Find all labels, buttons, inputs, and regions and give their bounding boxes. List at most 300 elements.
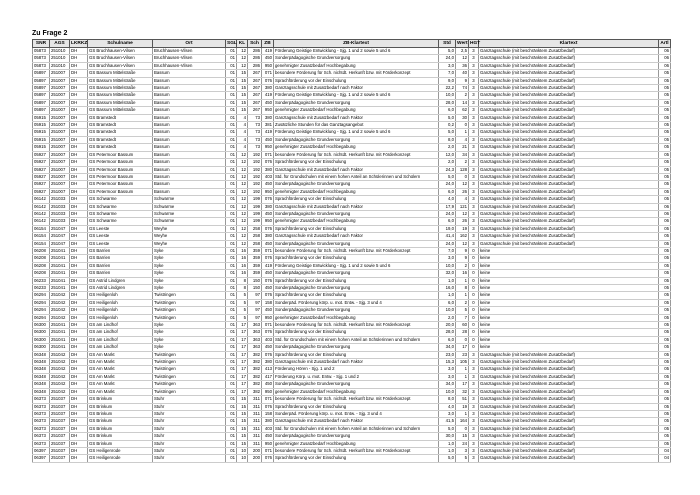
cell-lkrkz: DH xyxy=(70,299,88,306)
cell-ags: 251037 xyxy=(50,418,70,425)
cell-kl: 15 xyxy=(237,99,248,106)
cell-zb-klartext: Sonderpädagogische Grundversorgung xyxy=(274,285,439,292)
cell-std: 3,0 xyxy=(439,62,456,69)
cell-schulname: GS Heiligenloh xyxy=(88,292,153,299)
cell-artl: 06 xyxy=(659,62,671,69)
cell-sch: 359 xyxy=(248,270,262,277)
cell-hgt: 3 xyxy=(469,366,479,373)
cell-artl: 05 xyxy=(659,418,671,425)
cell-snr: 06294 xyxy=(33,299,50,306)
cell-artl: 05 xyxy=(659,151,671,158)
cell-artl: 05 xyxy=(659,396,671,403)
cell-zb: 076 xyxy=(262,351,274,358)
cell-std: 6,0 xyxy=(439,218,456,225)
cell-ags: 251007 xyxy=(50,129,70,136)
cell-kl: 17 xyxy=(237,381,248,388)
cell-sgl: 01 xyxy=(226,48,237,55)
cell-sgl: 01 xyxy=(226,299,237,306)
cell-lkrkz: DH xyxy=(70,440,88,447)
table-row xyxy=(33,359,671,366)
cell-klartext: keine xyxy=(479,270,659,277)
cell-zb: 380 xyxy=(262,359,274,366)
cell-kl: 15 xyxy=(237,85,248,92)
table-row xyxy=(33,455,671,462)
cell-hgt: 0 xyxy=(469,329,479,336)
cell-hgt: 3 xyxy=(469,144,479,151)
cell-schulname: GS Bruchhausen-Vilsen xyxy=(88,55,153,62)
cell-schulname: GS Schwarme xyxy=(88,196,153,203)
cell-zb-klartext: besondere Förderung für Sch. nichtdt. Herkunft bzw. mit Förderkonzept xyxy=(274,447,439,454)
cell-artl: 05 xyxy=(659,410,671,417)
table-row xyxy=(33,447,671,454)
cell-ags: 251010 xyxy=(50,62,70,69)
cell-hgt: 3 xyxy=(469,173,479,180)
cell-snr: 05915 xyxy=(33,144,50,151)
cell-sgl: 01 xyxy=(226,99,237,106)
cell-artl: 05 xyxy=(659,292,671,299)
cell-ort: Weyhe xyxy=(153,225,226,232)
cell-artl: 05 xyxy=(659,144,671,151)
cell-ort: Bassum xyxy=(153,129,226,136)
cell-artl: 05 xyxy=(659,373,671,380)
cell-std: 6,0 xyxy=(439,107,456,114)
cell-sch: 73 xyxy=(248,136,262,143)
cell-sgl: 01 xyxy=(226,262,237,269)
cell-hgt: 3 xyxy=(469,240,479,247)
cell-std: 12,0 xyxy=(439,151,456,158)
cell-kl: 12 xyxy=(237,233,248,240)
cell-klartext: Ganztagsschule (mit beschränktem Zusatzbedarf) xyxy=(479,440,659,447)
data-table xyxy=(32,39,671,463)
col-header-schulname: Schulname xyxy=(88,40,153,48)
cell-hgt: 3 xyxy=(469,151,479,158)
cell-zb: 076 xyxy=(262,77,274,84)
cell-klartext: keine xyxy=(479,255,659,262)
cell-sgl: 01 xyxy=(226,114,237,121)
cell-artl: 05 xyxy=(659,381,671,388)
cell-sch: 97 xyxy=(248,307,262,314)
cell-ort: Bassum xyxy=(153,107,226,114)
cell-ags: 251007 xyxy=(50,136,70,143)
cell-std: 2,0 xyxy=(439,159,456,166)
cell-wert: 23 xyxy=(456,351,469,358)
cell-schulname: GS Schwarme xyxy=(88,203,153,210)
cell-kl: 12 xyxy=(237,151,248,158)
cell-sch: 359 xyxy=(248,262,262,269)
cell-sgl: 01 xyxy=(226,366,237,373)
table-row xyxy=(33,85,671,92)
cell-wert: 2,5 xyxy=(456,48,469,55)
cell-hgt: 3 xyxy=(469,447,479,454)
cell-klartext: keine xyxy=(479,344,659,351)
cell-lkrkz: DH xyxy=(70,381,88,388)
cell-sgl: 01 xyxy=(226,188,237,195)
cell-wert: 30 xyxy=(456,114,469,121)
cell-klartext: Ganztagsschule (mit beschränktem Zusatzbedarf) xyxy=(479,425,659,432)
cell-ort: Twistringen xyxy=(153,388,226,395)
cell-sch: 382 xyxy=(248,359,262,366)
cell-klartext: Ganztagsschule (mit beschränktem Zusatzbedarf) xyxy=(479,388,659,395)
cell-ags: 251047 xyxy=(50,233,70,240)
cell-sch: 199 xyxy=(248,210,262,217)
cell-schulname: GS Astrid Lindgren xyxy=(88,277,153,284)
cell-artl: 05 xyxy=(659,107,671,114)
cell-sgl: 01 xyxy=(226,344,237,351)
cell-ags: 251042 xyxy=(50,359,70,366)
cell-wert: 60 xyxy=(456,322,469,329)
table-row xyxy=(33,159,671,166)
cell-ort: Stuhr xyxy=(153,410,226,417)
cell-artl: 05 xyxy=(659,440,671,447)
cell-schulname: GS Barrien xyxy=(88,262,153,269)
cell-ort: Bassum xyxy=(153,151,226,158)
cell-wert: 7 xyxy=(456,314,469,321)
cell-sgl: 01 xyxy=(226,322,237,329)
cell-ort: Bassum xyxy=(153,144,226,151)
table-row xyxy=(33,440,671,447)
cell-hgt: 0 xyxy=(469,255,479,262)
cell-ags: 251041 xyxy=(50,255,70,262)
cell-zb: 950 xyxy=(262,62,274,69)
cell-schulname: GS Petermoor Bassum xyxy=(88,173,153,180)
cell-std: 2,0 xyxy=(439,144,456,151)
cell-ort: Bruchhausen-Vilsen xyxy=(153,55,226,62)
cell-wert: 2 xyxy=(456,262,469,269)
table-row xyxy=(33,425,671,432)
cell-lkrkz: DH xyxy=(70,136,88,143)
cell-kl: 16 xyxy=(237,270,248,277)
cell-klartext: Ganztagsschule (mit beschränktem Zusatzbedarf) xyxy=(479,55,659,62)
table-row xyxy=(33,403,671,410)
cell-artl: 04 xyxy=(659,455,671,462)
cell-klartext: Ganztagsschule (mit beschränktem Zusatzbedarf) xyxy=(479,62,659,69)
cell-std: 24,0 xyxy=(439,240,456,247)
cell-sch: 286 xyxy=(248,48,262,55)
cell-klartext: Ganztagsschule (mit beschränktem Zusatzbedarf) xyxy=(479,92,659,99)
table-row xyxy=(33,77,671,84)
cell-schulname: GS Heiligenrode xyxy=(88,447,153,454)
cell-sch: 267 xyxy=(248,99,262,106)
cell-lkrkz: DH xyxy=(70,373,88,380)
cell-zb-klartext: Sonderpädagogische Grundversorgung xyxy=(274,99,439,106)
cell-ags: 251037 xyxy=(50,403,70,410)
cell-hgt: 3 xyxy=(469,114,479,121)
cell-zb: 450 xyxy=(262,99,274,106)
cell-schulname: GS Leeste xyxy=(88,240,153,247)
cell-lkrkz: DH xyxy=(70,210,88,217)
cell-wert: 1 xyxy=(456,292,469,299)
table-row xyxy=(33,270,671,277)
cell-zb: 413 xyxy=(262,366,274,373)
cell-sch: 73 xyxy=(248,144,262,151)
cell-sch: 363 xyxy=(248,329,262,336)
cell-lkrkz: DH xyxy=(70,433,88,440)
cell-lkrkz: DH xyxy=(70,336,88,343)
cell-snr: 06373 xyxy=(33,433,50,440)
cell-zb: 450 xyxy=(262,181,274,188)
cell-lkrkz: DH xyxy=(70,166,88,173)
cell-ags: 251042 xyxy=(50,351,70,358)
cell-zb: 450 xyxy=(262,307,274,314)
cell-wert: 12 xyxy=(456,210,469,217)
cell-sgl: 01 xyxy=(226,92,237,99)
cell-sgl: 01 xyxy=(226,233,237,240)
cell-snr: 06373 xyxy=(33,425,50,432)
cell-zb-klartext: Sprachförderung vor der Einschulung xyxy=(274,225,439,232)
cell-snr: 05897 xyxy=(33,107,50,114)
cell-kl: 15 xyxy=(237,70,248,77)
cell-sgl: 01 xyxy=(226,144,237,151)
cell-zb-klartext: Sonderpädagogische Grundversorgung xyxy=(274,270,439,277)
cell-ort: Stuhr xyxy=(153,440,226,447)
cell-sgl: 01 xyxy=(226,210,237,217)
cell-hgt: 0 xyxy=(469,285,479,292)
cell-sgl: 01 xyxy=(226,151,237,158)
cell-ort: Bruchhausen-Vilsen xyxy=(153,62,226,69)
cell-std: 1,0 xyxy=(439,447,456,454)
cell-snr: 05915 xyxy=(33,122,50,129)
cell-std: 7,0 xyxy=(439,70,456,77)
cell-hgt: 3 xyxy=(469,181,479,188)
cell-std: 10,0 xyxy=(439,92,456,99)
cell-kl: 12 xyxy=(237,240,248,247)
cell-snr: 06348 xyxy=(33,381,50,388)
cell-wert: 3 xyxy=(456,447,469,454)
cell-ort: Syke xyxy=(153,255,226,262)
cell-snr: 06233 xyxy=(33,277,50,284)
cell-zb: 076 xyxy=(262,455,274,462)
cell-zb-klartext: besondere Förderung für Sch. nichtdt. Herkunft bzw. mit Förderkonzept xyxy=(274,322,439,329)
cell-std: 10,0 xyxy=(439,262,456,269)
cell-zb: 950 xyxy=(262,218,274,225)
cell-artl: 06 xyxy=(659,203,671,210)
cell-sch: 73 xyxy=(248,122,262,129)
cell-wert: 0 xyxy=(456,122,469,129)
cell-sgl: 01 xyxy=(226,410,237,417)
cell-wert: 12 xyxy=(456,240,469,247)
cell-ags: 251042 xyxy=(50,307,70,314)
cell-snr: 06348 xyxy=(33,359,50,366)
cell-sgl: 01 xyxy=(226,403,237,410)
cell-zb-klartext: Ganztagsschule mit Zusatzbedarf nach Faktor xyxy=(274,359,439,366)
cell-kl: 5 xyxy=(237,299,248,306)
table-row xyxy=(33,55,671,62)
cell-kl: 15 xyxy=(237,77,248,84)
cell-zb: 450 xyxy=(262,344,274,351)
cell-zb-klartext: Std. für Grundschulen mit einem hohen Anteil an Schülerinnen und Schülern xyxy=(274,425,439,432)
cell-ort: Syke xyxy=(153,247,226,254)
cell-kl: 16 xyxy=(237,247,248,254)
cell-sch: 267 xyxy=(248,77,262,84)
cell-lkrkz: DH xyxy=(70,188,88,195)
cell-snr: 06142 xyxy=(33,196,50,203)
cell-sgl: 01 xyxy=(226,107,237,114)
cell-lkrkz: DH xyxy=(70,344,88,351)
cell-zb: 950 xyxy=(262,440,274,447)
cell-wert: 4 xyxy=(456,136,469,143)
cell-kl: 12 xyxy=(237,225,248,232)
cell-kl: 16 xyxy=(237,262,248,269)
cell-schulname: GS Bruchhausen-Vilsen xyxy=(88,48,153,55)
cell-ort: Syke xyxy=(153,277,226,284)
cell-sch: 267 xyxy=(248,85,262,92)
cell-zb: 076 xyxy=(262,196,274,203)
cell-klartext: Ganztagsschule (mit beschränktem Zusatzbedarf) xyxy=(479,188,659,195)
cell-snr: 05897 xyxy=(33,70,50,77)
cell-std: 1,0 xyxy=(439,440,456,447)
cell-sch: 311 xyxy=(248,418,262,425)
cell-kl: 5 xyxy=(237,314,248,321)
cell-zb: 071 xyxy=(262,322,274,329)
cell-wert: 5 xyxy=(456,455,469,462)
cell-artl: 05 xyxy=(659,247,671,254)
cell-ags: 251047 xyxy=(50,240,70,247)
cell-klartext: keine xyxy=(479,285,659,292)
cell-artl: 04 xyxy=(659,447,671,454)
cell-schulname: GS Petermoor Bassum xyxy=(88,188,153,195)
cell-schulname: GS Bramstedt xyxy=(88,144,153,151)
cell-kl: 12 xyxy=(237,188,248,195)
cell-klartext: keine xyxy=(479,336,659,343)
table-row xyxy=(33,277,671,284)
cell-kl: 12 xyxy=(237,166,248,173)
cell-lkrkz: DH xyxy=(70,203,88,210)
cell-sgl: 01 xyxy=(226,440,237,447)
cell-schulname: GS am Lindhof xyxy=(88,336,153,343)
cell-artl: 05 xyxy=(659,314,671,321)
cell-zb-klartext: Ganztagsschule mit Zusatzbedarf nach Faktor xyxy=(274,114,439,121)
cell-wert: 1 xyxy=(456,373,469,380)
table-row xyxy=(33,151,671,158)
cell-zb-klartext: Sprachförderung vor der Einschulung xyxy=(274,277,439,284)
cell-lkrkz: DH xyxy=(70,151,88,158)
cell-zb: 158 xyxy=(262,410,274,417)
cell-schulname: GS Astrid Lindgren xyxy=(88,285,153,292)
table-row xyxy=(33,188,671,195)
table-row xyxy=(33,173,671,180)
cell-ort: Schwarme xyxy=(153,203,226,210)
cell-artl: 05 xyxy=(659,344,671,351)
cell-sgl: 01 xyxy=(226,166,237,173)
cell-klartext: Ganztagsschule (mit beschränktem Zusatzbedarf) xyxy=(479,203,659,210)
cell-klartext: keine xyxy=(479,299,659,306)
cell-zb: 450 xyxy=(262,210,274,217)
cell-zb-klartext: genehmigter Zusatzbedarf Hochbegabung xyxy=(274,218,439,225)
cell-lkrkz: DH xyxy=(70,307,88,314)
cell-zb-klartext: genehmigter Zusatzbedarf Hochbegabung xyxy=(274,188,439,195)
cell-ags: 251041 xyxy=(50,247,70,254)
cell-artl: 05 xyxy=(659,181,671,188)
col-header-sch: Sch xyxy=(248,40,262,48)
cell-kl: 4 xyxy=(237,122,248,129)
cell-schulname: GS Heiligenrode xyxy=(88,455,153,462)
cell-artl: 06 xyxy=(659,210,671,217)
cell-zb-klartext: Sprachförderung vor der Einschulung xyxy=(274,255,439,262)
cell-sgl: 01 xyxy=(226,247,237,254)
table-row xyxy=(33,210,671,217)
cell-zb: 950 xyxy=(262,188,274,195)
cell-sgl: 01 xyxy=(226,307,237,314)
cell-zb: 380 xyxy=(262,203,274,210)
cell-ags: 251042 xyxy=(50,388,70,395)
cell-std: 5,0 xyxy=(439,48,456,55)
cell-lkrkz: DH xyxy=(70,247,88,254)
cell-zb-klartext: Sonderpädagogische Grundversorgung xyxy=(274,381,439,388)
cell-schulname: GS Heiligenloh xyxy=(88,307,153,314)
cell-wert: 1 xyxy=(456,366,469,373)
cell-klartext: Ganztagsschule (mit beschränktem Zusatzbedarf) xyxy=(479,381,659,388)
cell-snr: 05897 xyxy=(33,92,50,99)
col-header-klartext: Klartext xyxy=(479,40,659,48)
cell-ort: Bassum xyxy=(153,70,226,77)
cell-ags: 251007 xyxy=(50,122,70,129)
cell-ort: Schwarme xyxy=(153,196,226,203)
cell-schulname: GS Schwarme xyxy=(88,210,153,217)
cell-wert: 62 xyxy=(456,107,469,114)
cell-ags: 251007 xyxy=(50,159,70,166)
cell-zb: 380 xyxy=(262,418,274,425)
cell-snr: 05897 xyxy=(33,77,50,84)
cell-kl: 4 xyxy=(237,129,248,136)
cell-klartext: Ganztagsschule (mit beschränktem Zusatzbedarf) xyxy=(479,144,659,151)
cell-ort: Bassum xyxy=(153,159,226,166)
cell-wert: 9 xyxy=(456,255,469,262)
cell-hgt: 3 xyxy=(469,351,479,358)
cell-kl: 15 xyxy=(237,107,248,114)
cell-schulname: GS Barrien xyxy=(88,255,153,262)
cell-ags: 251033 xyxy=(50,218,70,225)
cell-sgl: 01 xyxy=(226,136,237,143)
cell-ort: Twistringen xyxy=(153,373,226,380)
cell-ags: 251007 xyxy=(50,107,70,114)
table-row xyxy=(33,107,671,114)
cell-std: 5,0 xyxy=(439,425,456,432)
cell-klartext: Ganztagsschule (mit beschränktem Zusatzbedarf) xyxy=(479,159,659,166)
cell-hgt: 3 xyxy=(469,99,479,106)
cell-ags: 251007 xyxy=(50,92,70,99)
cell-schulname: GS am Lindhof xyxy=(88,329,153,336)
cell-lkrkz: DH xyxy=(70,92,88,99)
cell-std: 1,0 xyxy=(439,292,456,299)
cell-klartext: Ganztagsschule (mit beschränktem Zusatzbedarf) xyxy=(479,99,659,106)
cell-schulname: GS Brinkum xyxy=(88,440,153,447)
cell-zb-klartext: besondere Förderung für Sch. nichtdt. Herkunft bzw. mit Förderkonzept xyxy=(274,396,439,403)
cell-sch: 382 xyxy=(248,388,262,395)
cell-snr: 05873 xyxy=(33,62,50,69)
cell-sch: 97 xyxy=(248,292,262,299)
cell-snr: 06373 xyxy=(33,440,50,447)
cell-schulname: GS am Lindhof xyxy=(88,344,153,351)
table-row xyxy=(33,99,671,106)
cell-klartext: keine xyxy=(479,322,659,329)
cell-zb: 419 xyxy=(262,48,274,55)
col-header-kl: KL xyxy=(237,40,248,48)
cell-std: 10,0 xyxy=(439,307,456,314)
cell-wert: 24 xyxy=(456,440,469,447)
cell-lkrkz: DH xyxy=(70,270,88,277)
cell-zb: 071 xyxy=(262,151,274,158)
cell-snr: 06300 xyxy=(33,344,50,351)
cell-wert: 12 xyxy=(456,55,469,62)
cell-hgt: 3 xyxy=(469,418,479,425)
cell-wert: 2 xyxy=(456,92,469,99)
cell-snr: 06233 xyxy=(33,285,50,292)
cell-kl: 5 xyxy=(237,307,248,314)
cell-ags: 251037 xyxy=(50,455,70,462)
cell-hgt: 3 xyxy=(469,166,479,173)
cell-ags: 251041 xyxy=(50,277,70,284)
cell-sch: 192 xyxy=(248,173,262,180)
